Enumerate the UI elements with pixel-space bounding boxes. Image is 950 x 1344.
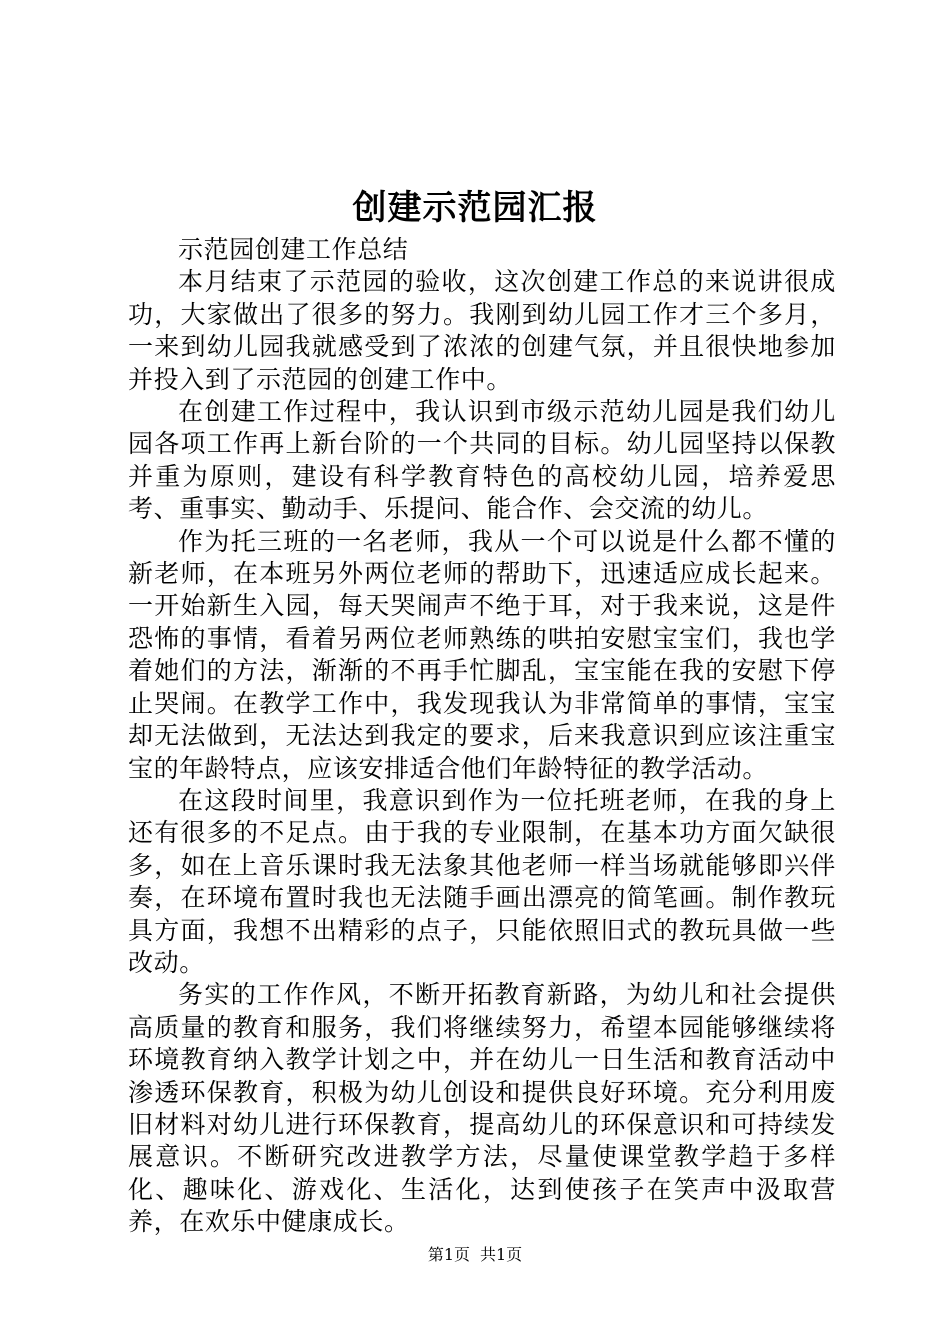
paragraph: 在这段时间里，我意识到作为一位托班老师，在我的身上还有很多的不足点。由于我的专业限制，在基本功方面欠缺很多，如在上音乐课时我无法象其他老师一样当场就能够即兴伴奏，在环境布置时我也无法随手画出漂亮的简笔画。制作教玩具方面，我想不出精彩的点子，只能依照旧式的教玩具做一些改动。 (128, 785, 836, 977)
page-number: 第1页 (427, 1245, 470, 1264)
paragraph: 在创建工作过程中，我认识到市级示范幼儿园是我们幼儿园各项工作再上新台阶的一个共同的目标。幼儿园坚持以保教并重为原则，建设有科学教育特色的高校幼儿园，培养爱思考、重事实、勤动手、乐提问、能合作、会交流的幼儿。 (128, 397, 836, 524)
paragraph: 作为托三班的一名老师，我从一个可以说是什么都不懂的新老师，在本班另外两位老师的帮助下，迅速适应成长起来。一开始新生入园，每天哭闹声不绝于耳，对于我来说，这是件恐怖的事情，看着另两位老师熟练的哄拍安慰宝宝们，我也学着她们的方法，渐渐的不再手忙脚乱，宝宝能在我的安慰下停止哭闹。在教学工作中，我发现我认为非常简单的事情，宝宝却无法做到，无法达到我定的要求，后来我意识到应该注重宝宝的年龄特点，应该安排适合他们年龄特征的教学活动。 (128, 526, 836, 783)
paragraph: 本月结束了示范园的验收，这次创建工作总的来说讲很成功，大家做出了很多的努力。我刚到幼儿园工作才三个多月，一来到幼儿园我就感受到了浓浓的创建气氛，并且很快地参加并投入到了示范园的创建工作中。 (128, 267, 836, 394)
paragraph: 务实的工作作风，不断开拓教育新路，为幼儿和社会提供高质量的教育和服务，我们将继续努力，希望本园能够继续将环境教育纳入教学计划之中，并在幼儿一日生活和教育活动中渗透环保教育，积极为幼儿创设和提供良好环境。充分利用废旧材料对幼儿进行环保教育，提高幼儿的环保意识和可持续发展意识。不断研究改进教学方法，尽量使课堂教学趋于多样化、趣味化、游戏化、生活化，达到使孩子在笑声中汲取营养，在欢乐中健康成长。 (128, 980, 836, 1237)
document-body (128, 234, 836, 1239)
paragraph-subtitle: 示范园创建工作总结 (178, 235, 409, 264)
document-title: 创建示范园汇报 (352, 188, 598, 228)
page-total: 共1页 (480, 1245, 523, 1264)
page-footer (0, 1243, 950, 1267)
